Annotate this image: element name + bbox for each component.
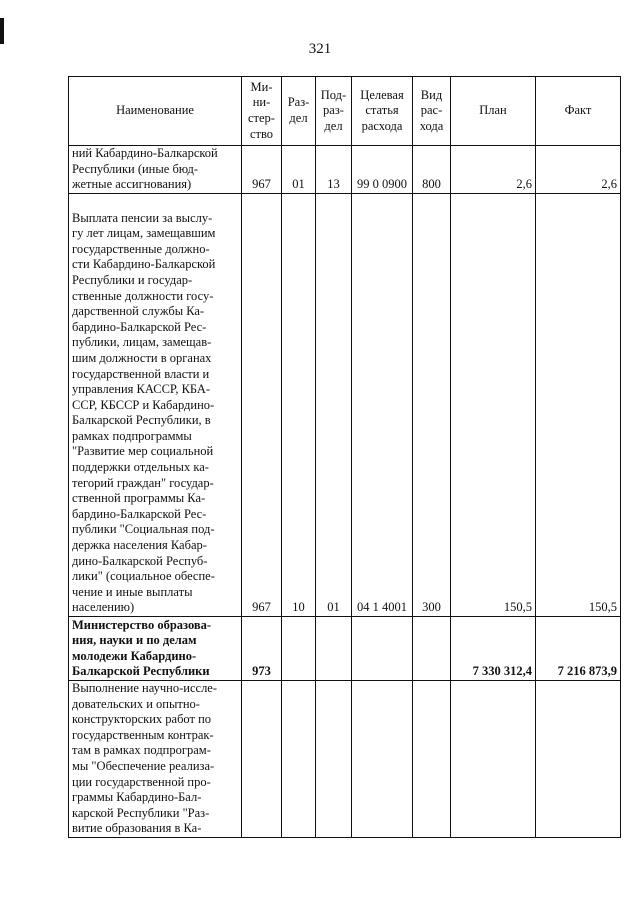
cell-section: 01	[282, 146, 316, 194]
cell-expense-type: 800	[413, 146, 451, 194]
cell-section	[282, 617, 316, 681]
page-number: 321	[308, 41, 332, 57]
cell-subsection: 13	[316, 146, 352, 194]
table-row	[69, 681, 621, 838]
header-fact: Факт	[536, 77, 621, 146]
cell-ministry: 973	[242, 617, 282, 681]
table-row	[69, 617, 621, 681]
table-row	[69, 194, 621, 617]
cell-expense-type	[413, 617, 451, 681]
cell-fact: 150,5	[536, 194, 621, 617]
table-row	[69, 146, 621, 194]
header-expense-type: Вид рас- хода	[413, 77, 451, 146]
cell-fact	[536, 681, 621, 838]
cell-ministry: 967	[242, 146, 282, 194]
cell-fact: 7 216 873,9	[536, 617, 621, 681]
cell-target: 99 0 0900	[352, 146, 413, 194]
header-target: Целевая статья расхода	[352, 77, 413, 146]
cell-name: Выплата пенсии за выслу- гу лет лицам, замещавшим государственные должно- сти Кабардино-Балкарской Республики и государ- ственные должности госу- дарственной службы Ка- бардино-Балкарской Рес- публики, лицам, замещав- шим должности в органах государственной власти и управления КАССР, КБА- ССР, КБССР и Кабардино- Балкарской Республики, в рамках подпрограммы "Развитие мер социальной поддержки отдельных ка- тегорий граждан" государ- ственной программы Ка- бардино-Балкарской Рес- публики "Социальная под- держка населения Кабар- дино-Балкарской Респуб- лики" (социальное обеспе- чение и иные выплаты населению)	[69, 194, 242, 617]
cell-name: Выполнение научно-иссле- довательских и опытно- конструкторских работ по государственным контрак- там в рамках подпрограм- мы "Обеспечение реализа- ции государственной про- граммы Кабардино-Бал- карской Республики "Раз- витие образования в Ка-	[69, 681, 242, 838]
cell-plan: 2,6	[451, 146, 536, 194]
header-ministry: Ми- ни- стер- ство	[242, 77, 282, 146]
budget-table	[68, 76, 621, 838]
cell-name: Министерство образова- ния, науки и по делам молодежи Кабардино- Балкарской Республики	[69, 617, 242, 681]
cell-target: 04 1 4001	[352, 194, 413, 617]
cell-name: ний Кабардино-Балкарской Республики (иные бюд- жетные ассигнования)	[69, 146, 242, 194]
cell-target	[352, 617, 413, 681]
cell-plan: 7 330 312,4	[451, 617, 536, 681]
header-section: Раз- дел	[282, 77, 316, 146]
table-header-row	[69, 77, 621, 146]
cell-ministry: 967	[242, 194, 282, 617]
cell-subsection	[316, 681, 352, 838]
cell-ministry	[242, 681, 282, 838]
header-name: Наименование	[69, 77, 242, 146]
cell-section: 10	[282, 194, 316, 617]
cell-section	[282, 681, 316, 838]
header-subsection: Под- раз- дел	[316, 77, 352, 146]
cell-expense-type: 300	[413, 194, 451, 617]
cell-plan: 150,5	[451, 194, 536, 617]
cell-target	[352, 681, 413, 838]
cell-expense-type	[413, 681, 451, 838]
cell-fact: 2,6	[536, 146, 621, 194]
cell-subsection	[316, 617, 352, 681]
cell-subsection: 01	[316, 194, 352, 617]
cell-plan	[451, 681, 536, 838]
header-plan: План	[451, 77, 536, 146]
